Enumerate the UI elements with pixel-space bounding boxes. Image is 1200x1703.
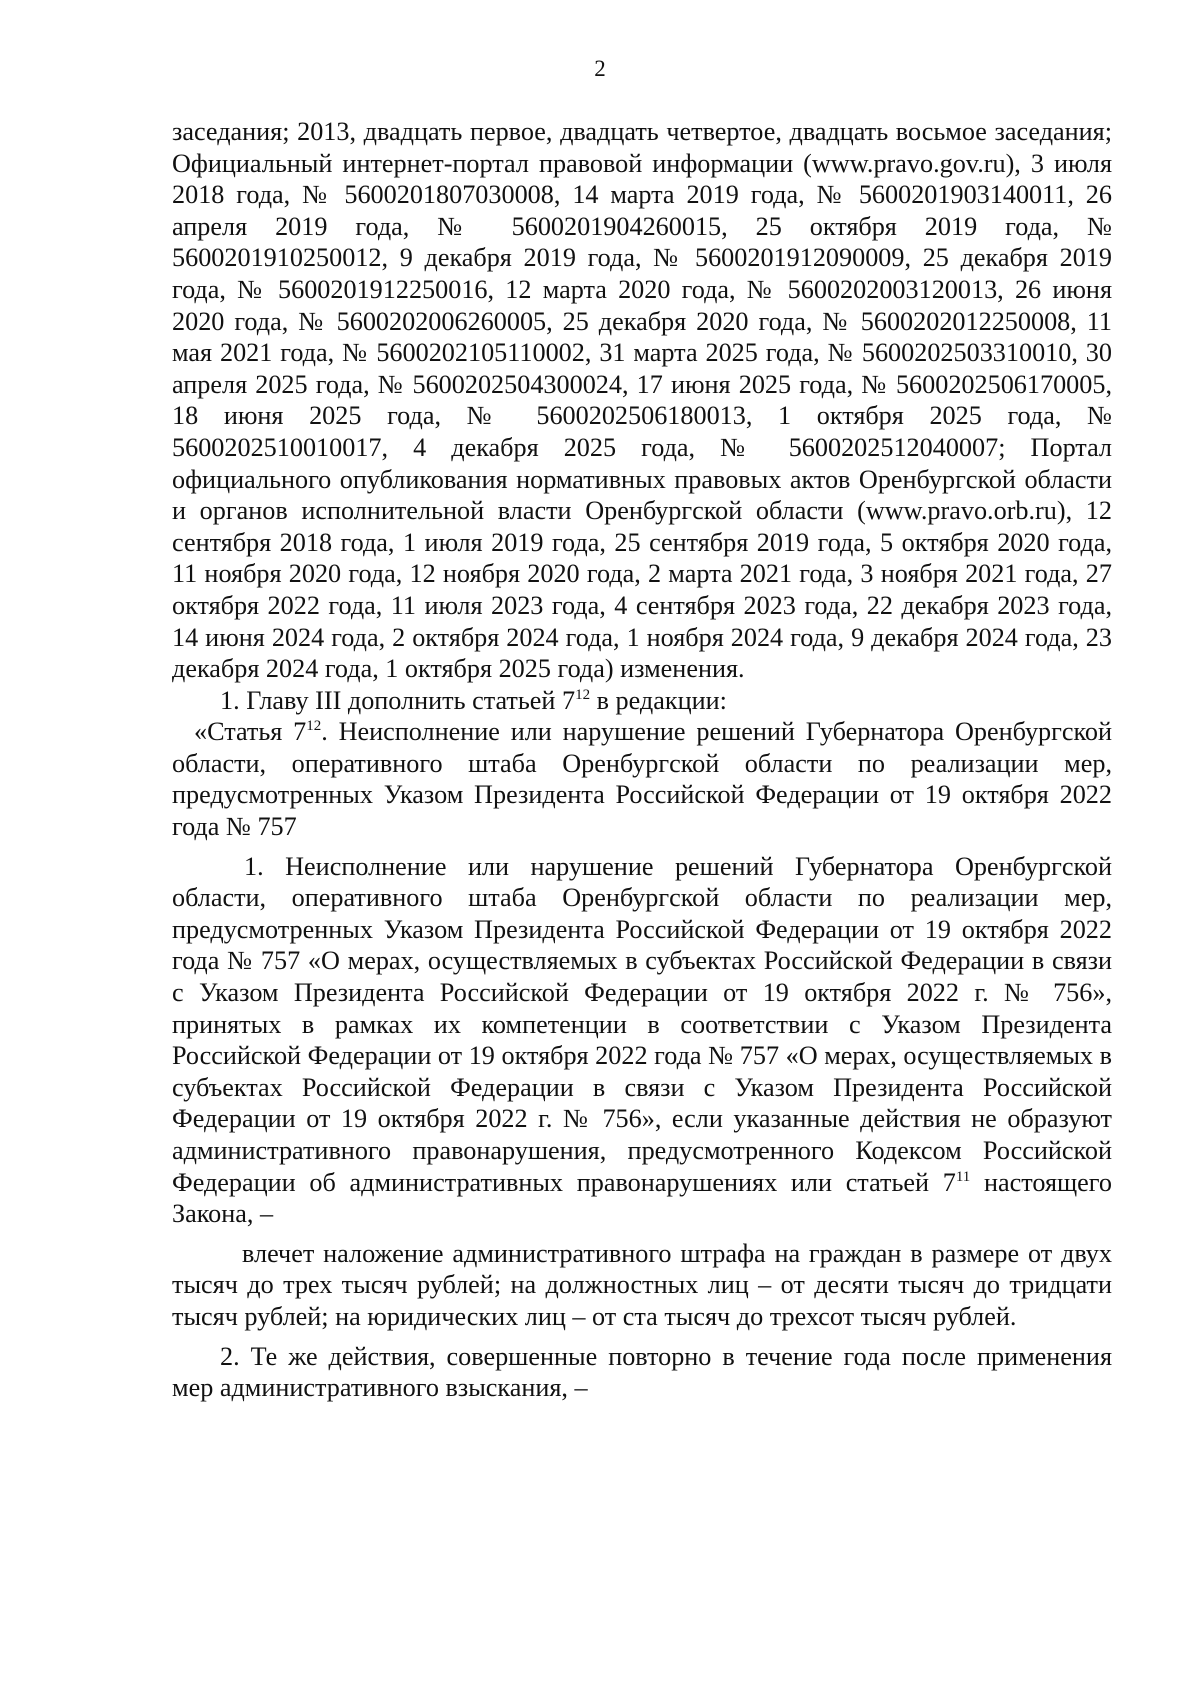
intro-paragraph: заседания; 2013, двадцать первое, двадцать четвертое, двадцать восьмое заседания; Официальный интернет-портал правовой информации (www.pravo.gov.ru), 3 июля 2018 года, № 5600201807030008, 14 марта 2019 года, № 5600201903140011, 26 апреля 2019 года, № 5600201904260015, 25 октября 2019 года, № 5600201910250012, 9 декабря 2019 года, № 5600201912090009, 25 декабря 2019 года, № 5600201912250016, 12 марта 2020 года, № 5600202003120013, 26 июня 2020 года, № 5600202006260005, 25 декабря 2020 года, № 5600202012250008, 11 мая 2021 года, № 5600202105110002, 31 марта 2025 года, № 5600202503310010, 30 апреля 2025 года, № 5600202504300024, 17 июня 2025 года, № 5600202506170005, 18 июня 2025 года, № 5600202506180013, 1 октября 2025 года, № 5600202510010017, 4 декабря 2025 года, № 5600202512040007; Портал официального опубликования нормативных правовых актов Оренбургской области и органов исполнительной власти Оренбургской области (www.pravo.orb.ru), 12 сентября 2018 года, 1 июля 2019 года, 25 сентября 2019 года, 5 октября 2020 года, 11 ноября 2020 года, 12 ноября 2020 года, 2 марта 2021 года, 3 ноября 2021 года, 27 октября 2022 года, 11 июля 2023 года, 4 сентября 2023 года, 22 декабря 2023 года, 14 июня 2024 года, 2 октября 2024 года, 1 ноября 2024 года, 9 декабря 2024 года, 23 декабря 2024 года, 1 октября 2025 года) изменения.: [172, 117, 1112, 684]
article-clause-2: 2. Те же действия, совершенные повторно в течение года после применения мер административного взыскания, –: [172, 1341, 1112, 1403]
article-clause-1-superscript: 11: [955, 1168, 971, 1185]
article-clause-1-text: 1. Неисполнение или нарушение решений Губернатора Оренбургской области, оперативного штаба Оренбургской области по реализации мер, предусмотренных Указом Президента Российской Федерации от 19 октября 2022 года № 757 «О мерах, осуществляемых в субъектах Российской Федерации в связи с Указом Президента Российской Федерации от 19 октября 2022 г. № 756», принятых в рамках их компетенции в соответствии с Указом Президента Российской Федерации от 19 октября 2022 года № 757 «О мерах, осуществляемых в субъектах Российской Федерации в связи с Указом Президента Российской Федерации от 19 октября 2022 г. № 756», если указанные действия не образуют административного правонарушения, предусмотренного Кодексом Российской Федерации об административных правонарушениях или статьей 7: [172, 851, 1112, 1197]
page-number: 2: [594, 56, 606, 81]
article-clause-1-text-end: настоящего Закона, –: [172, 1167, 1112, 1229]
amendment-item-1: [172, 685, 1112, 717]
article-clause-1: [172, 851, 1112, 1230]
article-title-superscript: 12: [306, 718, 322, 735]
document-body: [172, 116, 1112, 1404]
amendment-item-1-text: 1. Главу III дополнить статьей 7: [220, 685, 576, 715]
article-clause-1-penalty: влечет наложение административного штрафа на граждан в размере от двух тысяч до трех тысяч рублей; на должностных лиц – от десяти тысяч до тридцати тысяч рублей; на юридических лиц – от ста тысяч до трехсот тысяч рублей.: [172, 1238, 1112, 1331]
article-title-start: «Статья 7: [194, 717, 307, 747]
article-title: [172, 716, 1112, 842]
amendment-item-1-superscript: 12: [575, 686, 591, 703]
amendment-item-1-text-end: в редакции:: [590, 685, 727, 715]
article-title-text: . Неисполнение или нарушение решений Губернатора Оренбургской области, оперативного штаба Оренбургской области по реализации мер, предусмотренных Указом Президента Российской Федерации от 19 октября 2022 года № 757: [172, 717, 1112, 842]
